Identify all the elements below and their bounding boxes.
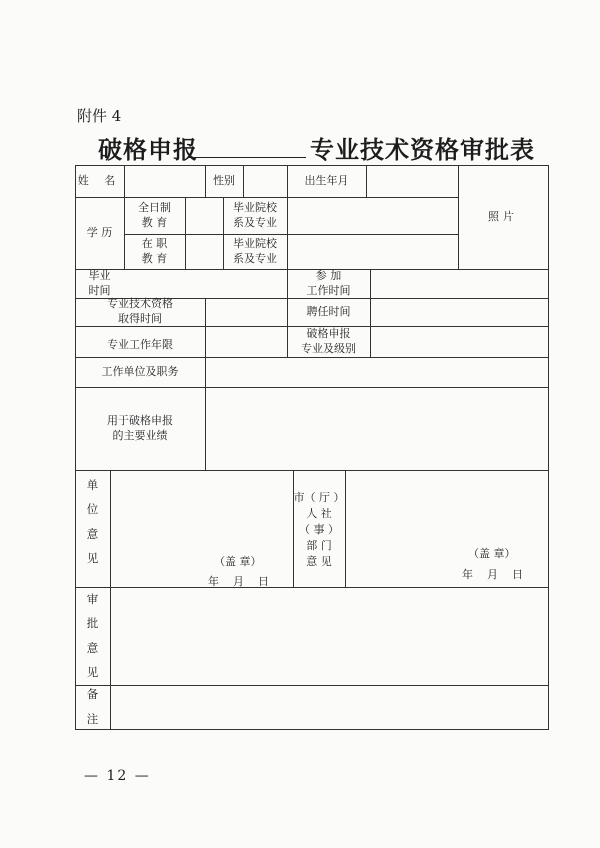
qualification-time-label: 专业技术资格 取得时间 — [107, 297, 173, 325]
parttime-education-field[interactable] — [185, 234, 223, 269]
name-field[interactable] — [124, 165, 205, 197]
unit-position-field[interactable] — [205, 357, 548, 387]
hire-time-field[interactable] — [370, 298, 548, 326]
qualification-time-field[interactable] — [205, 298, 287, 326]
birth-date-label: 出生年月 — [304, 173, 349, 187]
fulltime-school-major-label: 毕业院校 系及专业 — [233, 200, 277, 229]
photo-label: 照片 — [488, 209, 518, 223]
attachment-label: 附件 4 — [77, 107, 122, 125]
remarks-label: 备 注 — [86, 687, 99, 726]
exception-major-level-field[interactable] — [370, 326, 548, 357]
approval-opinion-field[interactable] — [110, 587, 548, 685]
page-number: — 12 — — [84, 768, 151, 784]
title-prefix: 破格申报 — [98, 135, 198, 164]
photo-box[interactable] — [458, 165, 548, 269]
fulltime-education-field[interactable] — [185, 197, 223, 234]
work-years-field[interactable] — [205, 326, 287, 357]
parttime-school-major-label: 毕业院校 系及专业 — [233, 236, 277, 265]
fulltime-education-label: 全日制 教 育 — [138, 200, 171, 229]
birth-date-field[interactable] — [366, 165, 458, 197]
city-seal-label: （盖 章） — [468, 547, 516, 560]
hire-time-label: 聘任时间 — [306, 304, 351, 318]
education-label: 学 历 — [86, 225, 113, 239]
fulltime-school-major-field[interactable] — [287, 197, 458, 234]
unit-opinion-field[interactable] — [110, 470, 293, 587]
name-label: 姓 名 — [77, 173, 122, 187]
unit-position-label: 工作单位及职务 — [101, 364, 179, 378]
city-date-label: 年 月 日 — [462, 568, 523, 581]
unit-opinion-label: 单 位 意 见 — [86, 477, 99, 565]
unit-seal-label: （盖 章） — [214, 555, 262, 568]
achievements-field[interactable] — [205, 387, 548, 470]
graduation-time-label: 毕业 时间 — [88, 268, 111, 297]
approval-opinion-label: 审 批 意 见 — [86, 591, 99, 679]
graduation-time-field[interactable] — [124, 269, 287, 298]
city-dept-opinion-label: 市（ 厅 ） 人 社 （ 事 ） 部 门 意 见 — [293, 491, 345, 568]
parttime-education-label: 在 职 教 育 — [141, 236, 168, 265]
work-start-label: 参 加 工作时间 — [306, 268, 351, 297]
achievements-label: 用于破格申报 的主要业绩 — [107, 413, 173, 442]
exception-major-level-label: 破格申报 专业及级别 — [301, 326, 356, 355]
parttime-school-major-field[interactable] — [287, 234, 458, 269]
gender-label: 性别 — [213, 173, 235, 187]
work-start-field[interactable] — [370, 269, 548, 298]
remarks-field[interactable] — [110, 685, 548, 729]
title-suffix: 专业技术资格审批表 — [310, 135, 535, 164]
unit-date-label: 年 月 日 — [208, 575, 269, 588]
work-years-label: 专业工作年限 — [107, 338, 173, 352]
gender-field[interactable] — [243, 165, 287, 197]
